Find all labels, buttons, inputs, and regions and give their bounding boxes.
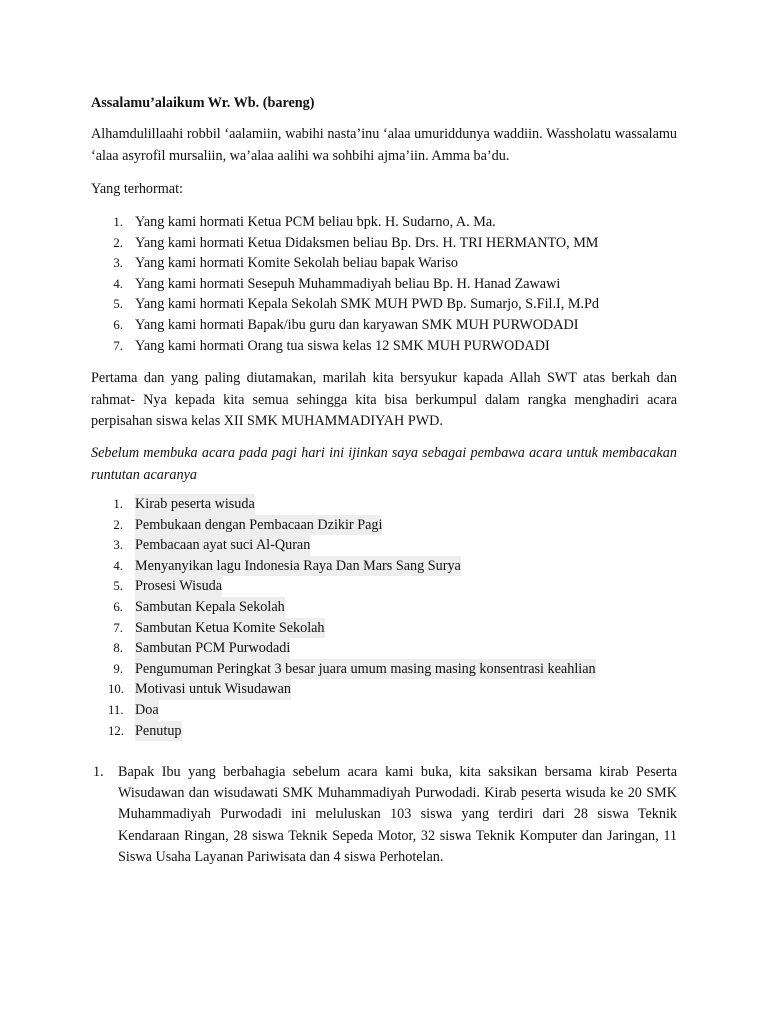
list-number: 2. xyxy=(113,235,123,250)
list-item-text: Sambutan Ketua Komite Sekolah xyxy=(135,618,325,639)
list-item-text: Yang kami hormati Ketua PCM beliau bpk. H. Sudarno, A. Ma. xyxy=(135,214,496,230)
list-item-text: Sambutan Kepala Sekolah xyxy=(135,597,285,618)
yang-terhormat-label: Yang terhormat: xyxy=(91,181,183,197)
list-item-text: Kirab peserta wisuda xyxy=(135,494,255,515)
list-number: 1. xyxy=(113,497,123,511)
list-item-text: Yang kami hormati Orang tua siswa kelas 12 SMK MUH PURWODADI xyxy=(135,337,550,354)
list-item-text: Yang kami hormati Kepala Sekolah SMK MUH PWD Bp. Sumarjo, S.Fil.I, M.Pd xyxy=(135,296,599,313)
list-item-text: Doa xyxy=(135,700,159,721)
list-item-text: Penutup xyxy=(135,721,182,742)
list-item-text: Menyanyikan lagu Indonesia Raya Dan Mars Sang Surya xyxy=(135,556,461,577)
list-number: 8. xyxy=(113,641,123,656)
list-number: 12. xyxy=(108,723,124,738)
greeting-heading: Assalamu’alaikum Wr. Wb. (bareng) xyxy=(91,95,315,111)
kirab-announcement-text: Bapak Ibu yang berbahagia sebelum acara kami buka, kita saksikan bersama kirab Peserta Wisudawan dan wisudawati SMK Muhammadiyah Purwodadi. Kirab peserta wisuda ke 20 SMK Muhammadiyah Purwodadi ini meluluskan 103 siswa yang terdiri dari 28 siswa Teknik Kendaraan Ringan, 28 siswa Teknik Sepeda Motor, 32 siswa Teknik Komputer dan Jaringan, 11 Siswa Usaha Layanan Pariwisata dan 4 siswa Perhotelan. xyxy=(118,764,677,865)
list-number: 1. xyxy=(113,215,123,229)
list-number: 2. xyxy=(113,517,123,532)
list-number: 3. xyxy=(113,256,123,271)
list-item-text: Pengumuman Peringkat 3 besar juara umum masing masing konsentrasi keahlian xyxy=(135,659,596,680)
list-number: 11. xyxy=(108,702,124,717)
list-item-text: Motivasi untuk Wisudawan xyxy=(135,679,291,700)
sebelum-paragraph: Sebelum membuka acara pada pagi hari ini ijinkan saya sebagai pembawa acara untuk membacakan runtutan acaranya xyxy=(91,445,677,483)
list-number: 4. xyxy=(113,276,123,291)
list-item-text: Yang kami hormati Komite Sekolah beliau bapak Wariso xyxy=(135,255,459,272)
list-number: 3. xyxy=(113,538,123,553)
list-number: 5. xyxy=(113,579,123,594)
list-number: 6. xyxy=(113,317,123,332)
list-item-text: Sambutan PCM Purwodadi xyxy=(135,638,290,659)
opening-paragraph: Alhamdulillaahi robbil ‘aalamiin, wabihi nasta’inu ‘alaa umuriddunya waddiin. Wassholatu wassalamu ‘alaa asyrofil mursaliin, wa’alaa aalihi wa sohbihi ajma’iin. Amma ba’du. xyxy=(91,126,677,164)
list-item-text: Pembukaan dengan Pembacaan Dzikir Pagi xyxy=(135,515,382,536)
list-number: 7. xyxy=(113,338,123,353)
list-item-text: Yang kami hormati Bapak/ibu guru dan karyawan SMK MUH PURWODADI xyxy=(135,316,579,333)
list-number: 9. xyxy=(113,661,123,676)
list-item-text: Prosesi Wisuda xyxy=(135,576,222,597)
list-item-text: Yang kami hormati Ketua Didaksmen beliau Bp. Drs. H. TRI HERMANTO, MM xyxy=(135,234,599,251)
kirab-announcement-item xyxy=(91,762,677,868)
list-number: 10. xyxy=(108,682,124,697)
list-number: 4. xyxy=(113,558,123,573)
list-number: 6. xyxy=(113,599,123,614)
pertama-paragraph: Pertama dan yang paling diutamakan, marilah kita bersyukur kapada Allah SWT atas berkah dan rahmat- Nya kepada kita semua sehingga kita bisa berkumpul dalam rangka menghadiri acara perpisahan siswa kelas XII SMK MUHAMMADIYAH PWD. xyxy=(91,370,677,429)
list-item-text: Yang kami hormati Sesepuh Muhammadiyah beliau Bp. H. Hanad Zawawi xyxy=(135,275,561,292)
list-number: 5. xyxy=(113,297,123,312)
list-number: 7. xyxy=(113,620,123,635)
list-item-text: Pembacaan ayat suci Al-Quran xyxy=(135,535,310,556)
list-number: 1. xyxy=(93,764,104,780)
